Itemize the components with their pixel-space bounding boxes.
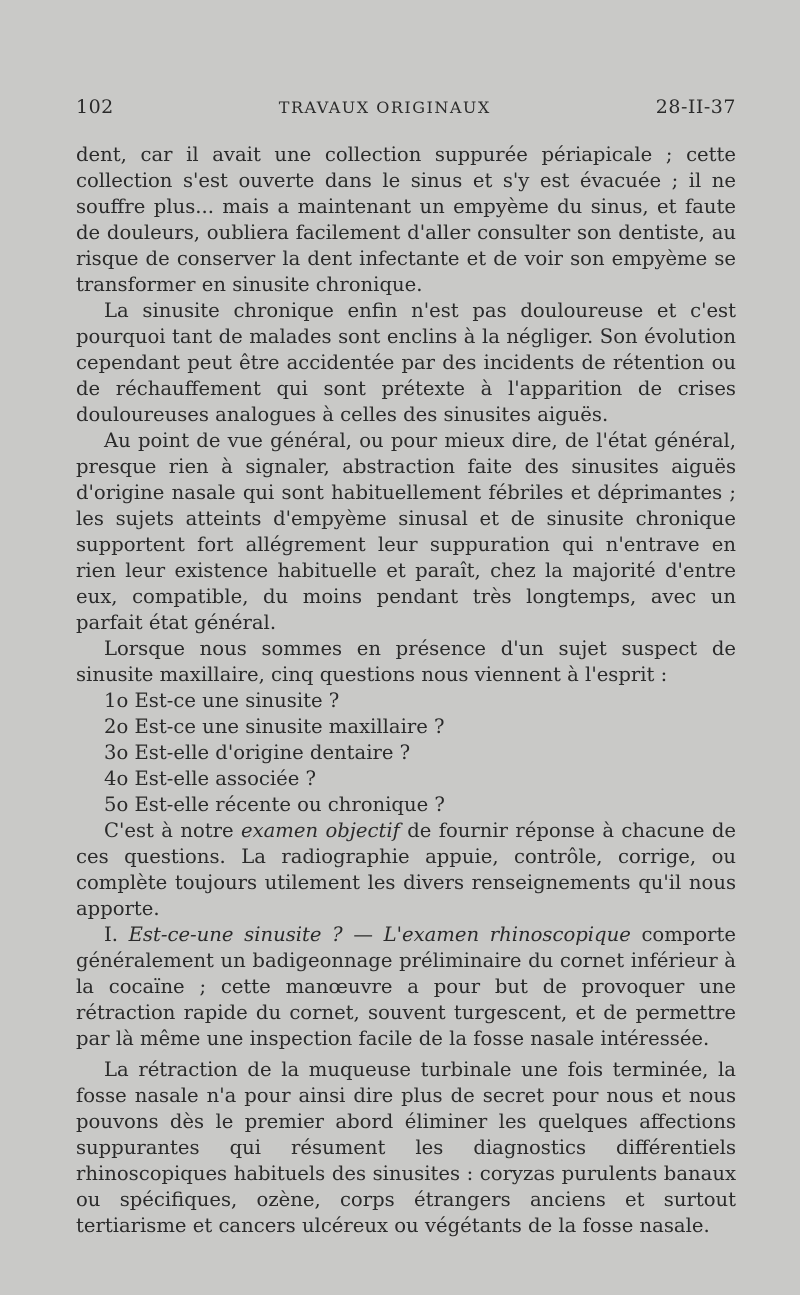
page-number: 102 [76, 96, 114, 118]
paragraph: Au point de vue général, ou pour mieux dire, de l'état général, presque rien à signaler, abstraction faite des sinusites aiguës d'origine nasale qui sont habituellement fébriles et déprimantes ; les sujets atteints d'empyème sinusal et de sinusite chronique supportent fort allégrement leur suppuration qui n'entrave en rien leur existence habituelle et paraît, chez la majorité d'entre eux, compatible, du moins pendant très longtemps, avec un parfait état général. [76, 429, 736, 634]
paragraph: Lorsque nous sommes en présence d'un sujet suspect de sinusite maxillaire, cinq questions nous viennent à l'esprit : [76, 637, 736, 686]
text-run: C'est à notre [104, 819, 241, 842]
question-item: 3o Est-elle d'origine dentaire ? [104, 741, 411, 764]
running-header [76, 96, 736, 118]
paragraph: dent, car il avait une collection suppurée périapicale ; cette collection s'est ouverte dans le sinus et s'y est évacuée ; il ne souffre plus... mais a maintenant un empyème du sinus, et faute de douleurs, oubliera facilement d'aller consulter son dentiste, au risque de conserver la dent infectante et de voir son empyème se transformer en sinusite chronique. [76, 143, 736, 296]
running-title: TRAVAUX ORIGINAUX [278, 98, 491, 117]
emphasis: examen objectif [240, 819, 400, 842]
paragraph-objectif [76, 818, 736, 922]
paragraph: La sinusite chronique enfin n'est pas douloureuse et c'est pourquoi tant de malades sont enclins à la négliger. Son évolution cependant peut être accidentée par des incidents de rétention ou de réchauffement qui sont prétexte à l'apparition de crises douloureuses analogues à celles des sinusites aiguës. [76, 299, 736, 426]
section-heading: Est-ce-une sinusite ? [128, 923, 343, 946]
paragraph-section-one [76, 922, 736, 1052]
body-text [76, 142, 736, 1239]
question-item: 5o Est-elle récente ou chronique ? [104, 793, 445, 816]
emphasis: L'examen rhinoscopique [383, 923, 631, 946]
question-item: 2o Est-ce une sinusite maxillaire ? [104, 715, 445, 738]
text-run: I. [104, 923, 129, 946]
text-run: — [342, 923, 384, 946]
text-run: de fournir réponse à chacune de ces questions. La radiographie appuie, contrôle, corrige, ou complète toujours utilement les divers renseignements qu'il nous apporte. [76, 819, 736, 920]
text-run: comporte généralement un badigeonnage préliminaire du cornet inférieur à la cocaïne ; cette manœuvre a pour but de provoquer une rétraction rapide du cornet, souvent turgescent, et de permettre par là même une inspection facile de la fosse nasale intéressée. [76, 923, 736, 1050]
paragraph: La rétraction de la muqueuse turbinale une fois terminée, la fosse nasale n'a pour ainsi dire plus de secret pour nous et nous pouvons dès le premier abord éliminer les quelques affections suppurantes qui résument les diagnostics différentiels rhinoscopiques habituels des sinusites : coryzas purulents banaux ou spécifiques, ozène, corps étrangers anciens et surtout tertiarisme et cancers ulcéreux ou végétants de la fosse nasale. [76, 1058, 736, 1237]
question-item: 1o Est-ce une sinusite ? [104, 689, 340, 712]
question-item: 4o Est-elle associée ? [104, 767, 317, 790]
header-date: 28-II-37 [655, 96, 736, 118]
